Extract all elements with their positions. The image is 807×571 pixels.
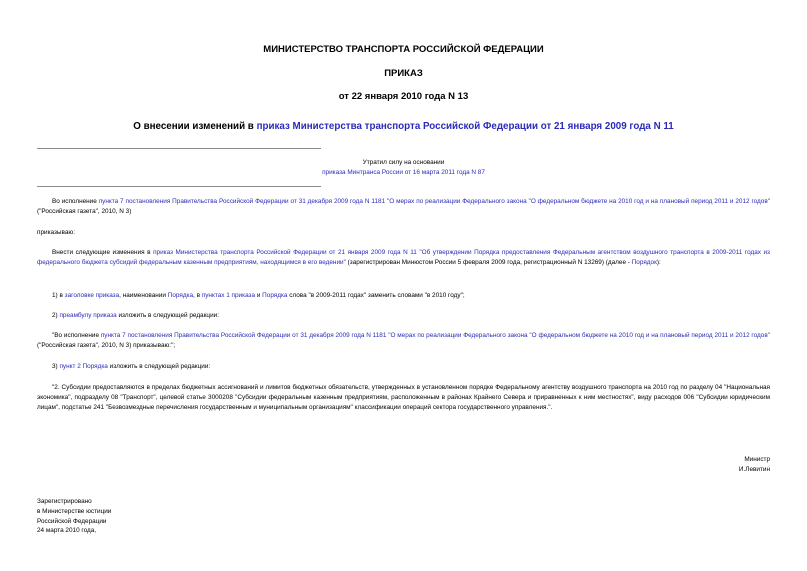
document-type-heading: ПРИКАЗ xyxy=(384,68,423,79)
intro-text-2: (зарегистрирован Минюстом России 5 февраля 2009 года, регистрационный N 13269) (далее - xyxy=(345,259,632,266)
amendment-intro-paragraph xyxy=(37,248,770,268)
item3-text-2: изложить в следующей редакции: xyxy=(107,363,211,370)
divider-top xyxy=(37,148,321,149)
registration-line-3: Российской Федерации xyxy=(37,517,107,525)
preamble-text-1: Во исполнение xyxy=(52,198,99,205)
title-prefix: О внесении изменений в xyxy=(133,121,257,132)
registration-line-4: 24 марта 2010 года, xyxy=(37,527,97,535)
preamble-resolution-link[interactable]: пункта 7 постановления Правительства Российской Федерации от 31 декабря 2009 года N 1181 "О мерах по реализации Федерального закона "О федеральном бюджете на 2010 год и на плановый период 2011 и 2012 годов" xyxy=(98,198,770,205)
document-title xyxy=(0,121,807,132)
ministry-heading: МИНИСТЕРСТВО ТРАНСПОРТА РОССИЙСКОЙ ФЕДЕРАЦИИ xyxy=(263,44,544,55)
quote1-text-2: ("Российская газета", 2010, N 3) приказываю:"; xyxy=(37,342,176,349)
item-1-paragraph xyxy=(37,291,770,301)
annulment-note xyxy=(37,158,770,177)
item1-text-1: 1) в xyxy=(52,292,65,299)
procedure-point-2-link[interactable]: пункт 2 Порядка xyxy=(59,363,108,370)
orders-label: приказываю: xyxy=(37,229,75,236)
item-2-paragraph xyxy=(37,311,770,321)
signature-block xyxy=(739,455,770,474)
signatory-position: Министр xyxy=(744,456,770,463)
order-points-link[interactable]: пунктах 1 приказа xyxy=(201,292,256,299)
title-order-link[interactable]: приказ Министерства транспорта Российской Федерации от 21 января 2009 года N 11 xyxy=(256,121,674,132)
registration-block xyxy=(37,497,111,536)
procedure-link[interactable]: Порядок xyxy=(631,259,657,266)
quote1-text-1: "Во исполнение xyxy=(52,332,101,339)
divider-bottom xyxy=(37,186,321,187)
quoted-resolution-link[interactable]: пункта 7 постановления Правительства Российской Федерации от 31 декабря 2009 года N 1181 "О мерах по реализации Федерального закона "О федеральном бюджете на 2010 год и на плановый период 2011 и 2012 годов" xyxy=(100,332,770,339)
intro-text-3: ): xyxy=(656,259,661,266)
item2-text-2: изложить в следующей редакции: xyxy=(116,312,219,319)
quoted-preamble-paragraph xyxy=(37,331,770,351)
preamble-text-2: ("Российская газета", 2010, N 3) xyxy=(37,208,132,215)
registration-line-1: Зарегистрировано xyxy=(37,498,92,505)
document-date-heading: от 22 января 2010 года N 13 xyxy=(338,91,469,102)
item1-text-2: , наименовании xyxy=(119,292,168,299)
procedure-points-link[interactable]: Порядка xyxy=(262,292,288,299)
item1-text-5: слова "в 2009-2011 годах" заменить словами "в 2010 году"; xyxy=(287,292,465,299)
signatory-name: И.Левитин xyxy=(738,465,770,473)
procedure-name-link[interactable]: Порядка xyxy=(167,292,194,299)
item1-text-4: и xyxy=(255,292,263,299)
amended-order-link[interactable]: приказ Министерства транспорта Российской Федерации от 21 января 2009 года N 11 "Об утверждении Порядка предоставления Федеральным агентством воздушного транспорта в 2009-2011 годах из федерального бюджета субсидий федеральным казенным предприятиям, находящимся в его ведении" xyxy=(37,249,770,266)
item2-text-1: 2) xyxy=(52,312,60,319)
preamble-paragraph xyxy=(37,197,770,217)
item1-text-3: , в xyxy=(193,292,202,299)
intro-text-1: Внести следующие изменения в xyxy=(52,249,154,256)
item-3-paragraph xyxy=(37,362,770,372)
item3-text-1: 3) xyxy=(52,363,60,370)
order-title-link[interactable]: заголовке приказа xyxy=(64,292,120,299)
registration-line-2: в Министерстве юстиции xyxy=(37,507,112,515)
annulment-line: Утратил силу на основании xyxy=(362,159,445,166)
annulment-order-link[interactable]: приказа Минтранса России от 16 марта 2011 года N 87 xyxy=(322,168,485,176)
order-preamble-link[interactable]: преамбулу приказа xyxy=(59,312,117,319)
quoted-subsidies-paragraph: "2. Субсидии предоставляются в пределах бюджетных ассигнований и лимитов бюджетных обязательств, утвержденных в установленном порядке Федеральному агентству воздушного транспорта на 2010 год по разделу 04 "Национальная экономика", подразделу 08 "Транспорт", целевой статье 3000208 "Субсидии федеральным казенным предприятиям, расположенным в районах Крайнего Севера и приравненных к ним местностях", виду расходов 006 "Субсидии юридическим лицам", подстатье 241 "Безвозмездные перечисления государственным и муниципальным организациям" классификации операций сектора государственного управления.". xyxy=(37,384,770,411)
